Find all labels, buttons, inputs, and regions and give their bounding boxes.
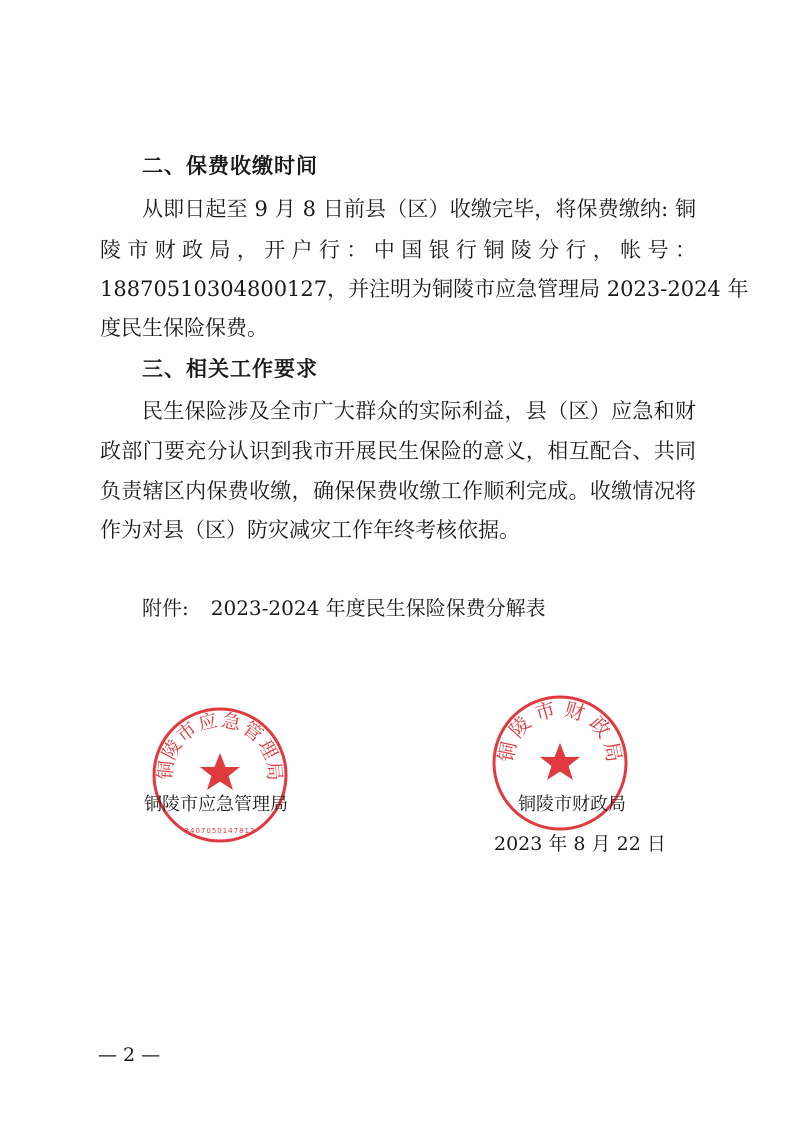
signature-finance-bureau: 铜陵市财政局 — [518, 794, 626, 815]
attachment-label: 附件: — [142, 596, 189, 620]
paragraph-line: 民生保险涉及全市广大群众的实际利益，县（区）应急和财 — [142, 399, 696, 423]
seal-char: 局 — [599, 739, 627, 765]
seal-char: 陵 — [158, 736, 187, 764]
seal-char: 铜 — [154, 759, 178, 781]
seal-char: 管 — [238, 717, 267, 747]
seal-char: 理 — [253, 736, 282, 764]
seal-char: 财 — [561, 696, 588, 726]
section-2-heading: 二、保费收缴时间 — [142, 154, 318, 178]
seal-graphic-left — [150, 705, 290, 845]
seal-char: 急 — [219, 709, 243, 735]
seal-char: 应 — [196, 709, 220, 736]
paragraph-line: 度民生保险保费。 — [100, 316, 268, 340]
paragraph-line: 政部门要充分认识到我市开展民生保险的意义，相互配合、共同 — [100, 439, 696, 463]
signature-date: 2023 年 8 月 22 日 — [494, 833, 666, 855]
seal-char: 政 — [584, 711, 616, 743]
signature-emergency-bureau: 铜陵市应急管理局 — [144, 794, 288, 815]
star-icon — [540, 743, 580, 780]
paragraph-line: 18870510304800127，并注明为铜陵市应急管理局 2023-2024 年 — [100, 277, 749, 301]
star-icon — [200, 753, 240, 790]
paragraph-line: 从即日起至 9 月 8 日前县（区）收缴完毕，将保费缴纳: 铜 — [142, 197, 696, 221]
paragraph-line: 作为对县（区）防灾减灾工作年终考核依据。 — [100, 518, 520, 542]
seal-char: 市 — [172, 717, 202, 747]
page-number: — 2 — — [98, 1044, 161, 1066]
paragraph-line: 负责辖区内保费收缴，确保保费收缴工作顺利完成。收缴情况将 — [100, 479, 696, 503]
seal-code: 3407050147812 — [184, 827, 256, 835]
seal-char: 市 — [532, 696, 559, 726]
emergency-bureau-seal — [150, 705, 290, 845]
attachment-title: 2023-2024 年度民生保险保费分解表 — [210, 596, 546, 620]
paragraph-line: 陵市财政局，开户行：中国银行铜陵分行，帐号： — [100, 238, 696, 262]
seal-char: 局 — [262, 760, 286, 782]
section-3-heading: 三、相关工作要求 — [142, 357, 318, 381]
seal-char: 陵 — [504, 711, 536, 743]
seal-char: 铜 — [493, 739, 521, 765]
attachment-line — [142, 592, 546, 621]
